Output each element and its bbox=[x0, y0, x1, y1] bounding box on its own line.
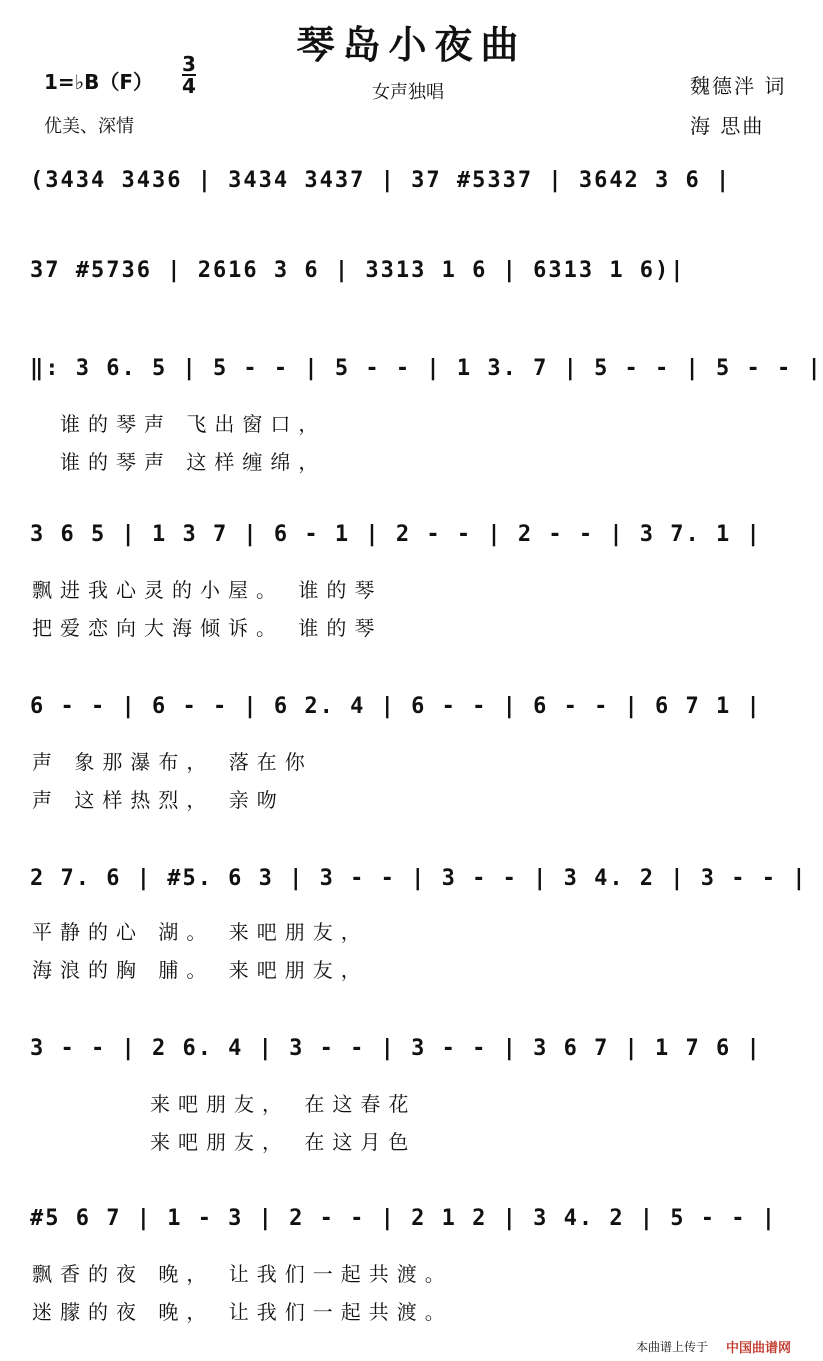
system-5-lyrics-verse-1: 来吧朋友， 在这春花 bbox=[150, 1092, 417, 1116]
time-signature-bottom: 4 bbox=[182, 74, 196, 98]
composer-credit: 海 思曲 bbox=[690, 114, 765, 138]
system-5-lyrics-verse-2: 来吧朋友， 在这月色 bbox=[150, 1130, 417, 1154]
intro-line-2: 37 #5736 | 2616 3 6 | 3313 1 6 | 6313 1 6)| bbox=[30, 258, 686, 283]
system-3-notes: 6 - - | 6 - - | 6 2. 4 | 6 - - | 6 - - | 6 7 1 | bbox=[30, 694, 762, 719]
system-1-notes: ‖: 3 6. 5 | 5 - - | 5 - - | 1 3. 7 | 5 - - | 5 - - | bbox=[30, 356, 823, 381]
tempo-marking: 优美、深情 bbox=[44, 116, 134, 137]
system-4-notes: 2 7. 6 | #5. 6 3 | 3 - - | 3 - - | 3 4. 2 | 3 - - | bbox=[30, 866, 808, 891]
system-4-lyrics-verse-2: 海浪的胸 脯。 来吧朋友， bbox=[32, 958, 369, 982]
system-6-lyrics-verse-2: 迷朦的夜 晚， 让我们一起共渡。 bbox=[32, 1300, 453, 1324]
system-3-lyrics-verse-1: 声 象那瀑布， 落在你 bbox=[32, 750, 313, 774]
song-title: 琴岛小夜曲 bbox=[296, 22, 527, 67]
system-6-lyrics-verse-1: 飘香的夜 晚， 让我们一起共渡。 bbox=[32, 1262, 453, 1286]
system-2-notes: 3 6 5 | 1 3 7 | 6 - 1 | 2 - - | 2 - - | 3 7. 1 | bbox=[30, 522, 762, 547]
system-1-lyrics-verse-1: 谁的琴声 飞出窗口， bbox=[60, 412, 327, 436]
key-signature: 1=♭B（F） bbox=[44, 70, 154, 94]
system-1-lyrics-verse-2: 谁的琴声 这样缠绵， bbox=[60, 450, 327, 474]
system-4-lyrics-verse-1: 平静的心 湖。 来吧朋友， bbox=[32, 920, 369, 944]
system-2-lyrics-verse-1: 飘进我心灵的小屋。 谁的琴 bbox=[32, 578, 383, 602]
system-2-lyrics-verse-2: 把爱恋向大海倾诉。 谁的琴 bbox=[32, 616, 383, 640]
time-signature-top: 3 bbox=[182, 52, 196, 76]
intro-line-1: (3434 3436 | 3434 3437 | 37 #5337 | 3642 3 6 | bbox=[30, 168, 732, 193]
system-3-lyrics-verse-2: 声 这样热烈， 亲吻 bbox=[32, 788, 285, 812]
time-signature bbox=[182, 54, 196, 96]
footer-upload-text: 本曲谱上传于 bbox=[636, 1340, 709, 1354]
system-5-notes: 3 - - | 2 6. 4 | 3 - - | 3 - - | 3 6 7 | 1 7 6 | bbox=[30, 1036, 762, 1061]
site-logo: 中国曲谱网 bbox=[726, 1341, 792, 1356]
system-6-notes: #5 6 7 | 1 - 3 | 2 - - | 2 1 2 | 3 4. 2 | 5 - - | bbox=[30, 1206, 778, 1231]
lyricist-credit: 魏德泮 词 bbox=[690, 74, 787, 98]
performance-type: 女声独唱 bbox=[372, 82, 444, 103]
